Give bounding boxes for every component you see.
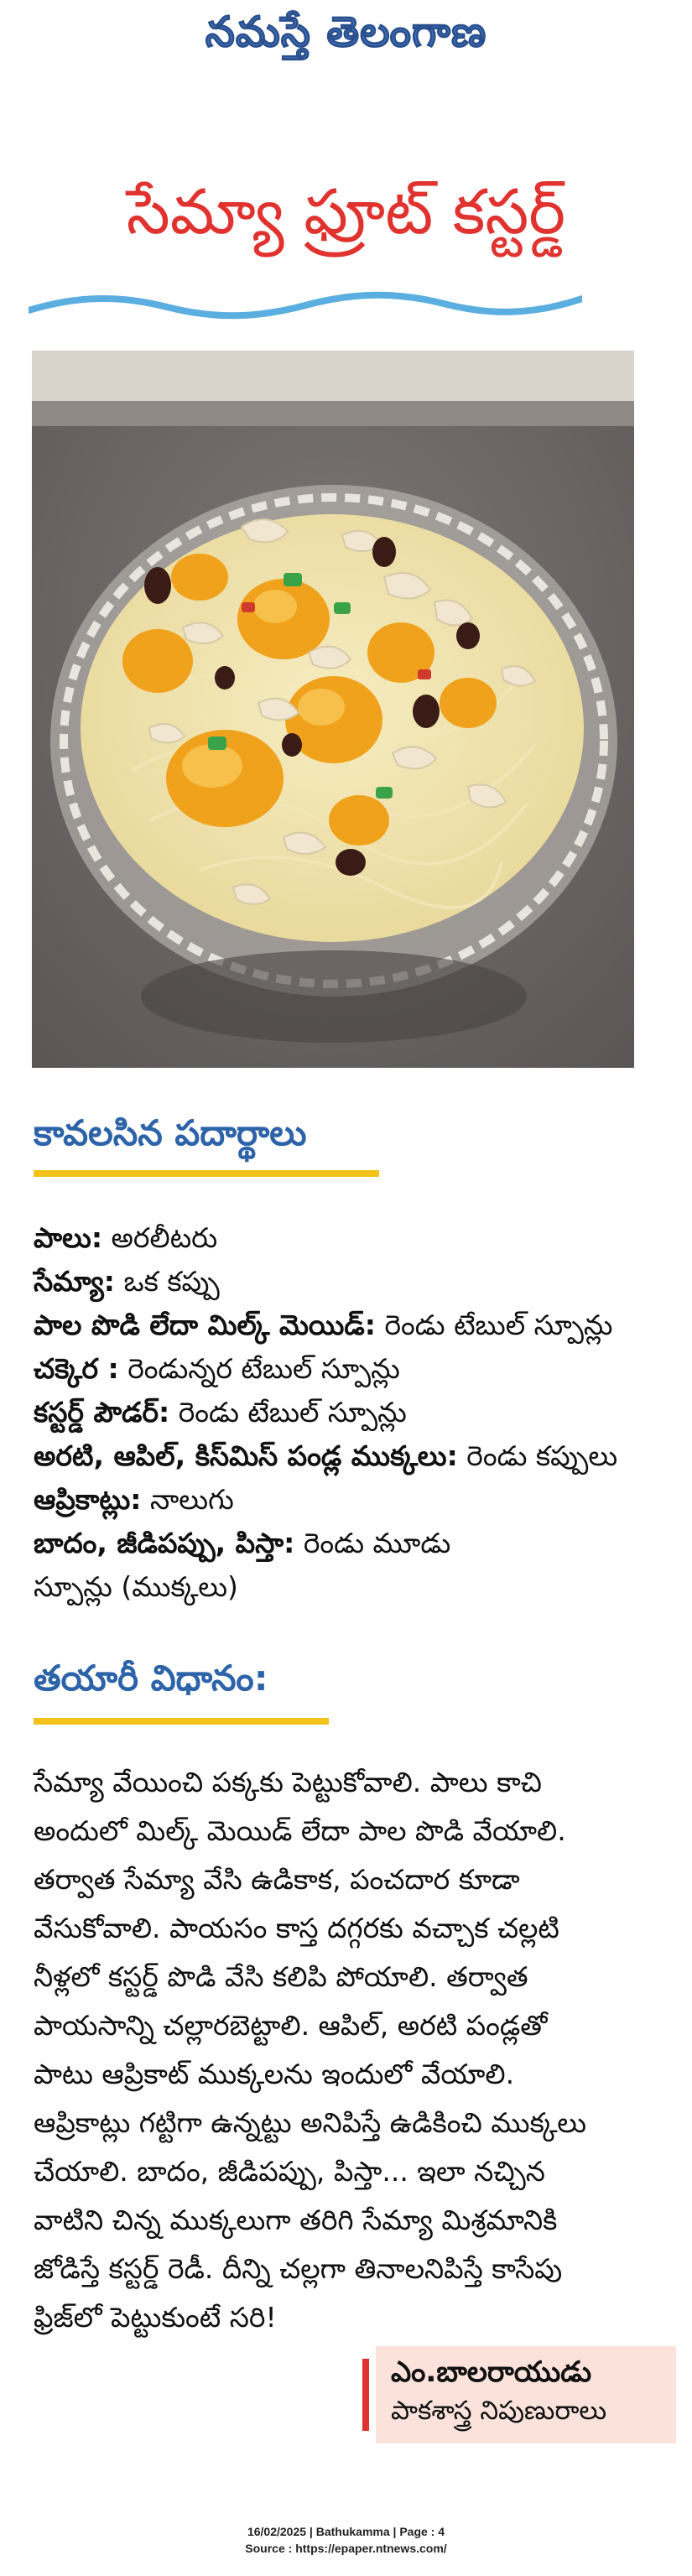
custard-photo (32, 351, 634, 1068)
method-line: చేయాలి. బాదం, జీడిపప్పు, పిస్తా... ఇలా నచ్చిన (34, 2155, 545, 2188)
ingredient-row (34, 1434, 671, 1478)
ingredient-name: అరటి, ఆపిల్, కిస్‌మిస్ పండ్ల ముక్కలు: (34, 1439, 458, 1472)
method-line: పాటు ఆప్రికాట్ ముక్కలను ఇందులో వేయాలి. (34, 2058, 515, 2090)
ingredient-row (34, 1216, 671, 1260)
ingredients-heading: కావలసిన పదార్థాలు (34, 1112, 307, 1153)
method-heading: తయారీ విధానం: (34, 1657, 268, 1699)
method-paragraph (34, 1758, 664, 2342)
ingredient-qty: రెండు టేబుల్ స్పూన్లు (169, 1396, 407, 1429)
footer-page-info: 16/02/2025 | Bathukamma | Page : 4 (247, 2525, 445, 2538)
method-heading-underline (34, 1718, 329, 1725)
ingredient-qty: రెండు మూడు (294, 1527, 451, 1559)
method-line: తర్వాత సేమ్యా వేసి ఉడికాక, పంచదార కూడా (34, 1863, 520, 1896)
method-line: ఫ్రిజ్‌లో పెట్టుకుంటే సరి! (34, 2301, 277, 2334)
footer-source-link[interactable]: Source : https://epaper.ntnews.com/ (245, 2542, 447, 2555)
ingredients-heading-underline (34, 1170, 379, 1177)
method-line: వాటిని చిన్న ముక్కలుగా తరిగి సేమ్యా మిశ్రమానికి (34, 2204, 558, 2236)
method-line: అందులో మిల్క్ మెయిడ్ లేదా పాల పొడి వేయాలి. (34, 1814, 566, 1847)
byline-author-role: పాకశాస్త్ర నిపుణురాలు (391, 2396, 607, 2426)
ingredient-row (34, 1522, 671, 1565)
ingredient-row (34, 1565, 671, 1609)
ingredient-name: కస్టర్డ్ పౌడర్: (34, 1396, 170, 1429)
ingredient-row (34, 1260, 671, 1304)
ingredient-name: సేమ్యా: (34, 1265, 115, 1298)
ingredient-row (34, 1347, 671, 1391)
ingredient-qty: అరలీటరు (102, 1221, 218, 1254)
decorative-wave (29, 287, 582, 320)
method-line: పాయసాన్ని చల్లారబెట్టాలి. ఆపిల్, అరటి పండ్లతో (34, 2009, 548, 2042)
masthead-logo: నమస్తే తెలంగాణ (205, 7, 487, 56)
method-line: సేమ్యా వేయించి పక్కకు పెట్టుకోవాలి. పాలు కాచి (34, 1766, 542, 1798)
byline-accent-bar (362, 2359, 369, 2431)
ingredient-qty: రెండు కప్పులు (457, 1439, 618, 1472)
ingredient-name: చక్కెర : (34, 1352, 119, 1385)
ingredient-name: పాల పొడి లేదా మిల్క్ మెయిడ్: (34, 1309, 376, 1341)
ingredient-qty: నాలుగు (141, 1483, 234, 1516)
ingredient-qty: రెండు టేబుల్ స్పూన్లు (375, 1309, 613, 1341)
method-line: ఆప్రికాట్లు గట్టిగా ఉన్నట్టు అనిపిస్తే ఉడికించి ముక్కలు (34, 2106, 587, 2139)
ingredient-row (34, 1391, 671, 1434)
ingredients-list (34, 1216, 671, 1609)
byline-author-name: ఎం.బాలరాయుడు (391, 2355, 592, 2389)
method-line: వేసుకోవాలి. పాయసం కాస్త దగ్గరకు వచ్చాక చల్లటి (34, 1912, 559, 1944)
ingredient-qty: ఒక కప్పు (114, 1265, 220, 1298)
ingredient-qty: రెండున్నర టేబుల్ స్పూన్లు (118, 1352, 400, 1385)
ingredient-row (34, 1478, 671, 1522)
ingredient-name: పాలు: (34, 1221, 103, 1254)
ingredient-name: ఆప్రికాట్లు: (34, 1483, 142, 1516)
method-line: నీళ్లలో కస్టర్డ్ పొడి వేసి కలిపి పోయాలి. తర్వాత (34, 1960, 528, 1993)
article-title: సేమ్యా ఫ్రూట్ కస్టర్డ్ (126, 176, 566, 248)
ingredient-name: బాదం, జీడిపప్పు, పిస్తా: (34, 1527, 295, 1559)
method-line: జోడిస్తే కస్టర్డ్ రెడీ. దీన్ని చల్లగా తినాలనిపిస్తే కాసేపు (34, 2252, 563, 2285)
ingredient-row (34, 1304, 671, 1347)
ingredient-qty: స్పూన్లు (ముక్కలు) (34, 1570, 238, 1603)
